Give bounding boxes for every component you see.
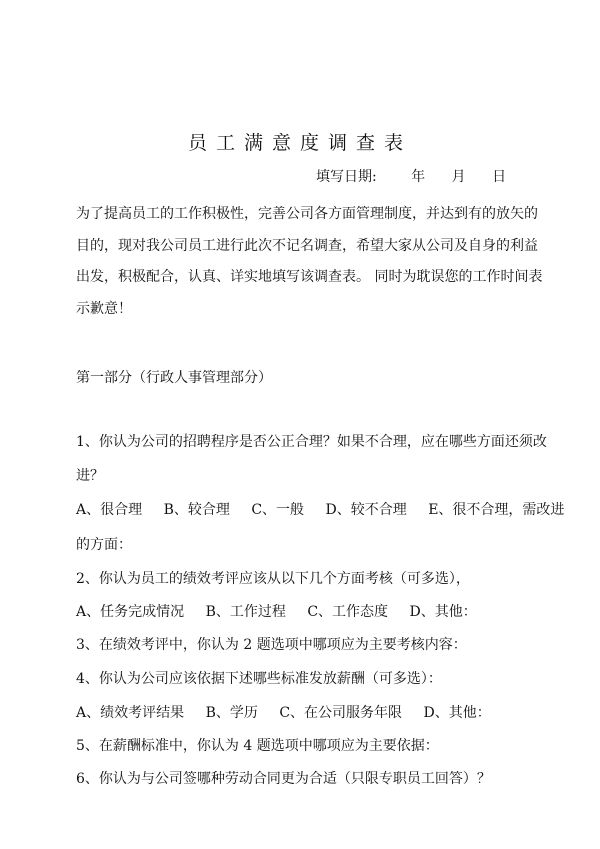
q1-option-a: A、很合理 bbox=[76, 502, 143, 518]
fill-date-label: 填写日期: bbox=[316, 169, 377, 185]
date-year-label: 年 bbox=[411, 169, 426, 185]
q2-option-b: B、工作过程 bbox=[205, 604, 286, 620]
q2-option-a: A、任务完成情况 bbox=[76, 604, 185, 620]
question-3-text: 3、在绩效考评中，你认为 2 题选项中哪项应为主要考核内容： bbox=[76, 637, 467, 653]
q4-option-d: D、其他： bbox=[423, 705, 491, 721]
question-2-options bbox=[76, 601, 494, 621]
question-6-text: 6、你认为与公司签哪种劳动合同更为合适（只限专职员工回答）？ bbox=[76, 771, 491, 787]
intro-line: 出发，积极配合，认真、详实地填写该调查表。 同时为耽误您的工作时间表 bbox=[76, 269, 543, 285]
q2-option-c: C、工作态度 bbox=[307, 604, 389, 620]
q1-option-c: C、一般 bbox=[251, 502, 305, 518]
intro-line: 目的，现对我公司员工进行此次不记名调查，希望大家从公司及自身的利益 bbox=[76, 237, 538, 254]
q4-option-a: A、绩效考评结果 bbox=[76, 705, 185, 721]
q1-option-e: E、很不合理，需改进 bbox=[428, 502, 565, 518]
q1-option-b: B、较合理 bbox=[163, 502, 230, 518]
q2-option-d: D、其他： bbox=[409, 604, 477, 620]
q1-option-e-cont: 的方面： bbox=[76, 537, 132, 553]
date-day-label: 日 bbox=[492, 169, 507, 185]
question-2-text: 2、你认为员工的绩效考评应该从以下几个方面考核（可多选）， bbox=[76, 571, 470, 587]
question-4-options bbox=[76, 702, 508, 722]
question-4-text: 4、你认为公司应该依据下述哪些标准发放薪酬（可多选）： bbox=[76, 671, 442, 687]
intro-line: 为了提高员工的工作积极性，完善公司各方面管理制度，并达到有的放矢的 bbox=[76, 206, 538, 222]
fill-date-line bbox=[316, 166, 506, 186]
date-month-label: 月 bbox=[451, 169, 466, 185]
question-1-text: 1、你认为公司的招聘程序是否公正合理？如果不合理，应在哪些方面还须改 bbox=[76, 434, 547, 450]
q4-option-c: C、在公司服务年限 bbox=[279, 705, 403, 721]
intro-paragraph bbox=[76, 199, 546, 325]
section-title: 第一部分（行政人事管理部分） bbox=[76, 370, 272, 386]
q4-option-b: B、学历 bbox=[205, 705, 258, 721]
question-1-options bbox=[76, 499, 581, 519]
intro-line: 示歉意！ bbox=[76, 300, 132, 317]
question-1-text-cont: 进？ bbox=[76, 468, 104, 484]
page-title: 员工满意度调查表 bbox=[187, 132, 412, 154]
q1-option-d: D、较不合理 bbox=[325, 502, 407, 518]
question-5-text: 5、在薪酬标准中，你认为 4 题选项中哪项应为主要依据： bbox=[76, 738, 439, 754]
